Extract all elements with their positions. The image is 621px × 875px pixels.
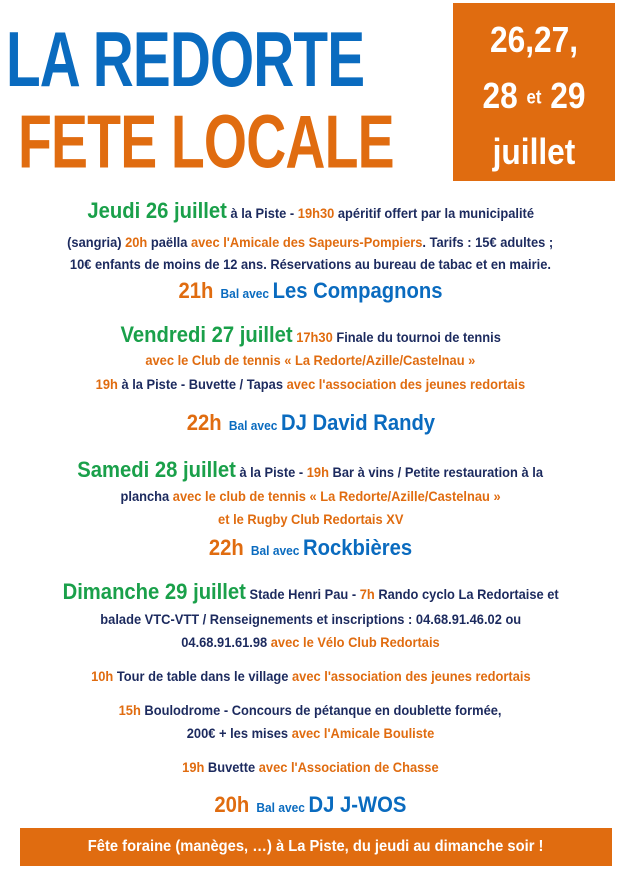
dates-line-1: 26,27,	[489, 19, 579, 60]
time: 19h	[95, 376, 118, 392]
time: 15h	[119, 702, 142, 718]
organizer: et le Rugby Club Redortais XV	[217, 511, 404, 527]
text: à la Piste - Buvette / Tapas	[117, 376, 287, 392]
text: . Tarifs : 15€ adultes ;	[422, 234, 554, 250]
organizer: avec le Club de tennis « La Redorte/Azille/Castelnau »	[145, 352, 476, 368]
fete-foraine-banner	[20, 828, 612, 866]
dimanche-line-1	[0, 579, 621, 605]
title-fete-locale: FETE LOCALE	[18, 99, 394, 184]
time: 7h	[359, 586, 375, 602]
organizer: avec l'Amicale des Sapeurs-Pompiers	[191, 234, 423, 250]
samedi-line-1	[0, 457, 621, 483]
day-heading: Samedi 28 juillet	[77, 457, 237, 482]
date-29: 29	[550, 75, 586, 116]
text: Buvette	[204, 759, 259, 775]
text: Stade Henri Pau -	[249, 586, 360, 602]
organizer: avec l'Association de Chasse	[258, 759, 439, 775]
vendredi-line-2	[0, 352, 621, 368]
time: 17h30	[295, 329, 333, 345]
time: 19h30	[297, 205, 335, 221]
dimanche-line-4	[0, 668, 621, 684]
samedi-bal	[0, 535, 621, 561]
bal-label: Bal avec	[256, 800, 306, 815]
organizer: avec l'association des jeunes redortais	[286, 376, 526, 392]
text: apéritif offert par la municipalité	[334, 205, 534, 221]
bal-time: 22h	[186, 410, 222, 435]
text: Finale du tournoi de tennis	[332, 329, 501, 345]
text: Tour de table dans le village	[112, 668, 292, 684]
vendredi-line-3	[0, 376, 621, 392]
text: 04.68.91.61.98	[181, 634, 271, 650]
bal-label: Bal avec	[250, 543, 300, 558]
date-box	[453, 3, 615, 181]
bal-label: Bal avec	[228, 418, 277, 433]
band-name: Les Compagnons	[272, 278, 443, 303]
organizer: avec l'Amicale Bouliste	[291, 725, 435, 741]
vendredi-bal	[0, 410, 621, 436]
samedi-line-3	[0, 511, 621, 527]
text: paëlla	[147, 234, 192, 250]
samedi-line-2	[0, 488, 621, 504]
text: à la Piste -	[239, 464, 308, 480]
organizer: avec le Vélo Club Redortais	[270, 634, 440, 650]
text: Rando cyclo La Redortaise et	[374, 586, 559, 602]
banner-text: Fête foraine (manèges, …) à La Piste, du jeudi au dimanche soir !	[88, 838, 544, 855]
time: 19h	[182, 759, 205, 775]
organizer: avec l'association des jeunes redortais	[291, 668, 531, 684]
time: 10h	[90, 668, 113, 684]
day-heading: Jeudi 26 juillet	[87, 198, 227, 223]
jeudi-bal	[0, 278, 621, 304]
text: (sangria)	[67, 234, 126, 250]
band-name: DJ David Randy	[280, 410, 435, 435]
text: 10€ enfants de moins de 12 ans. Réservations au bureau de tabac et en mairie.	[69, 256, 552, 272]
title-la-redorte: LA REDORTE	[6, 15, 365, 103]
date-et: et	[526, 87, 542, 109]
text: plancha	[120, 488, 173, 504]
bal-label: Bal avec	[220, 286, 270, 301]
dimanche-line-7	[0, 759, 621, 775]
dimanche-bal	[0, 792, 621, 818]
jeudi-line-1	[0, 198, 621, 224]
vendredi-line-1	[0, 322, 621, 348]
bal-time: 21h	[178, 278, 214, 303]
dimanche-line-5	[0, 702, 621, 718]
dimanche-line-6	[0, 725, 621, 741]
dimanche-line-2	[0, 611, 621, 627]
time: 20h	[125, 234, 148, 250]
dates-line-2	[463, 75, 606, 117]
text: 200€ + les mises	[186, 725, 292, 741]
day-heading: Vendredi 27 juillet	[120, 322, 293, 347]
time: 19h	[307, 464, 330, 480]
dimanche-line-3	[0, 634, 621, 650]
text: Boulodrome - Concours de pétanque en doublette formée,	[141, 702, 502, 718]
text: à la Piste -	[230, 205, 298, 221]
organizer: avec le club de tennis « La Redorte/Azille/Castelnau »	[172, 488, 501, 504]
text: balade VTC-VTT / Renseignements et inscriptions : 04.68.91.46.02 ou	[100, 611, 521, 627]
text: Bar à vins / Petite restauration à la	[329, 464, 544, 480]
bal-time: 22h	[208, 535, 244, 560]
jeudi-line-2	[0, 234, 621, 250]
day-heading: Dimanche 29 juillet	[62, 579, 246, 604]
jeudi-line-3	[0, 256, 621, 272]
dates-line-3: juillet	[492, 131, 576, 172]
bal-time: 20h	[214, 792, 250, 817]
date-28: 28	[482, 75, 518, 116]
band-name: Rockbières	[303, 535, 413, 560]
band-name: DJ J-WOS	[308, 792, 407, 817]
